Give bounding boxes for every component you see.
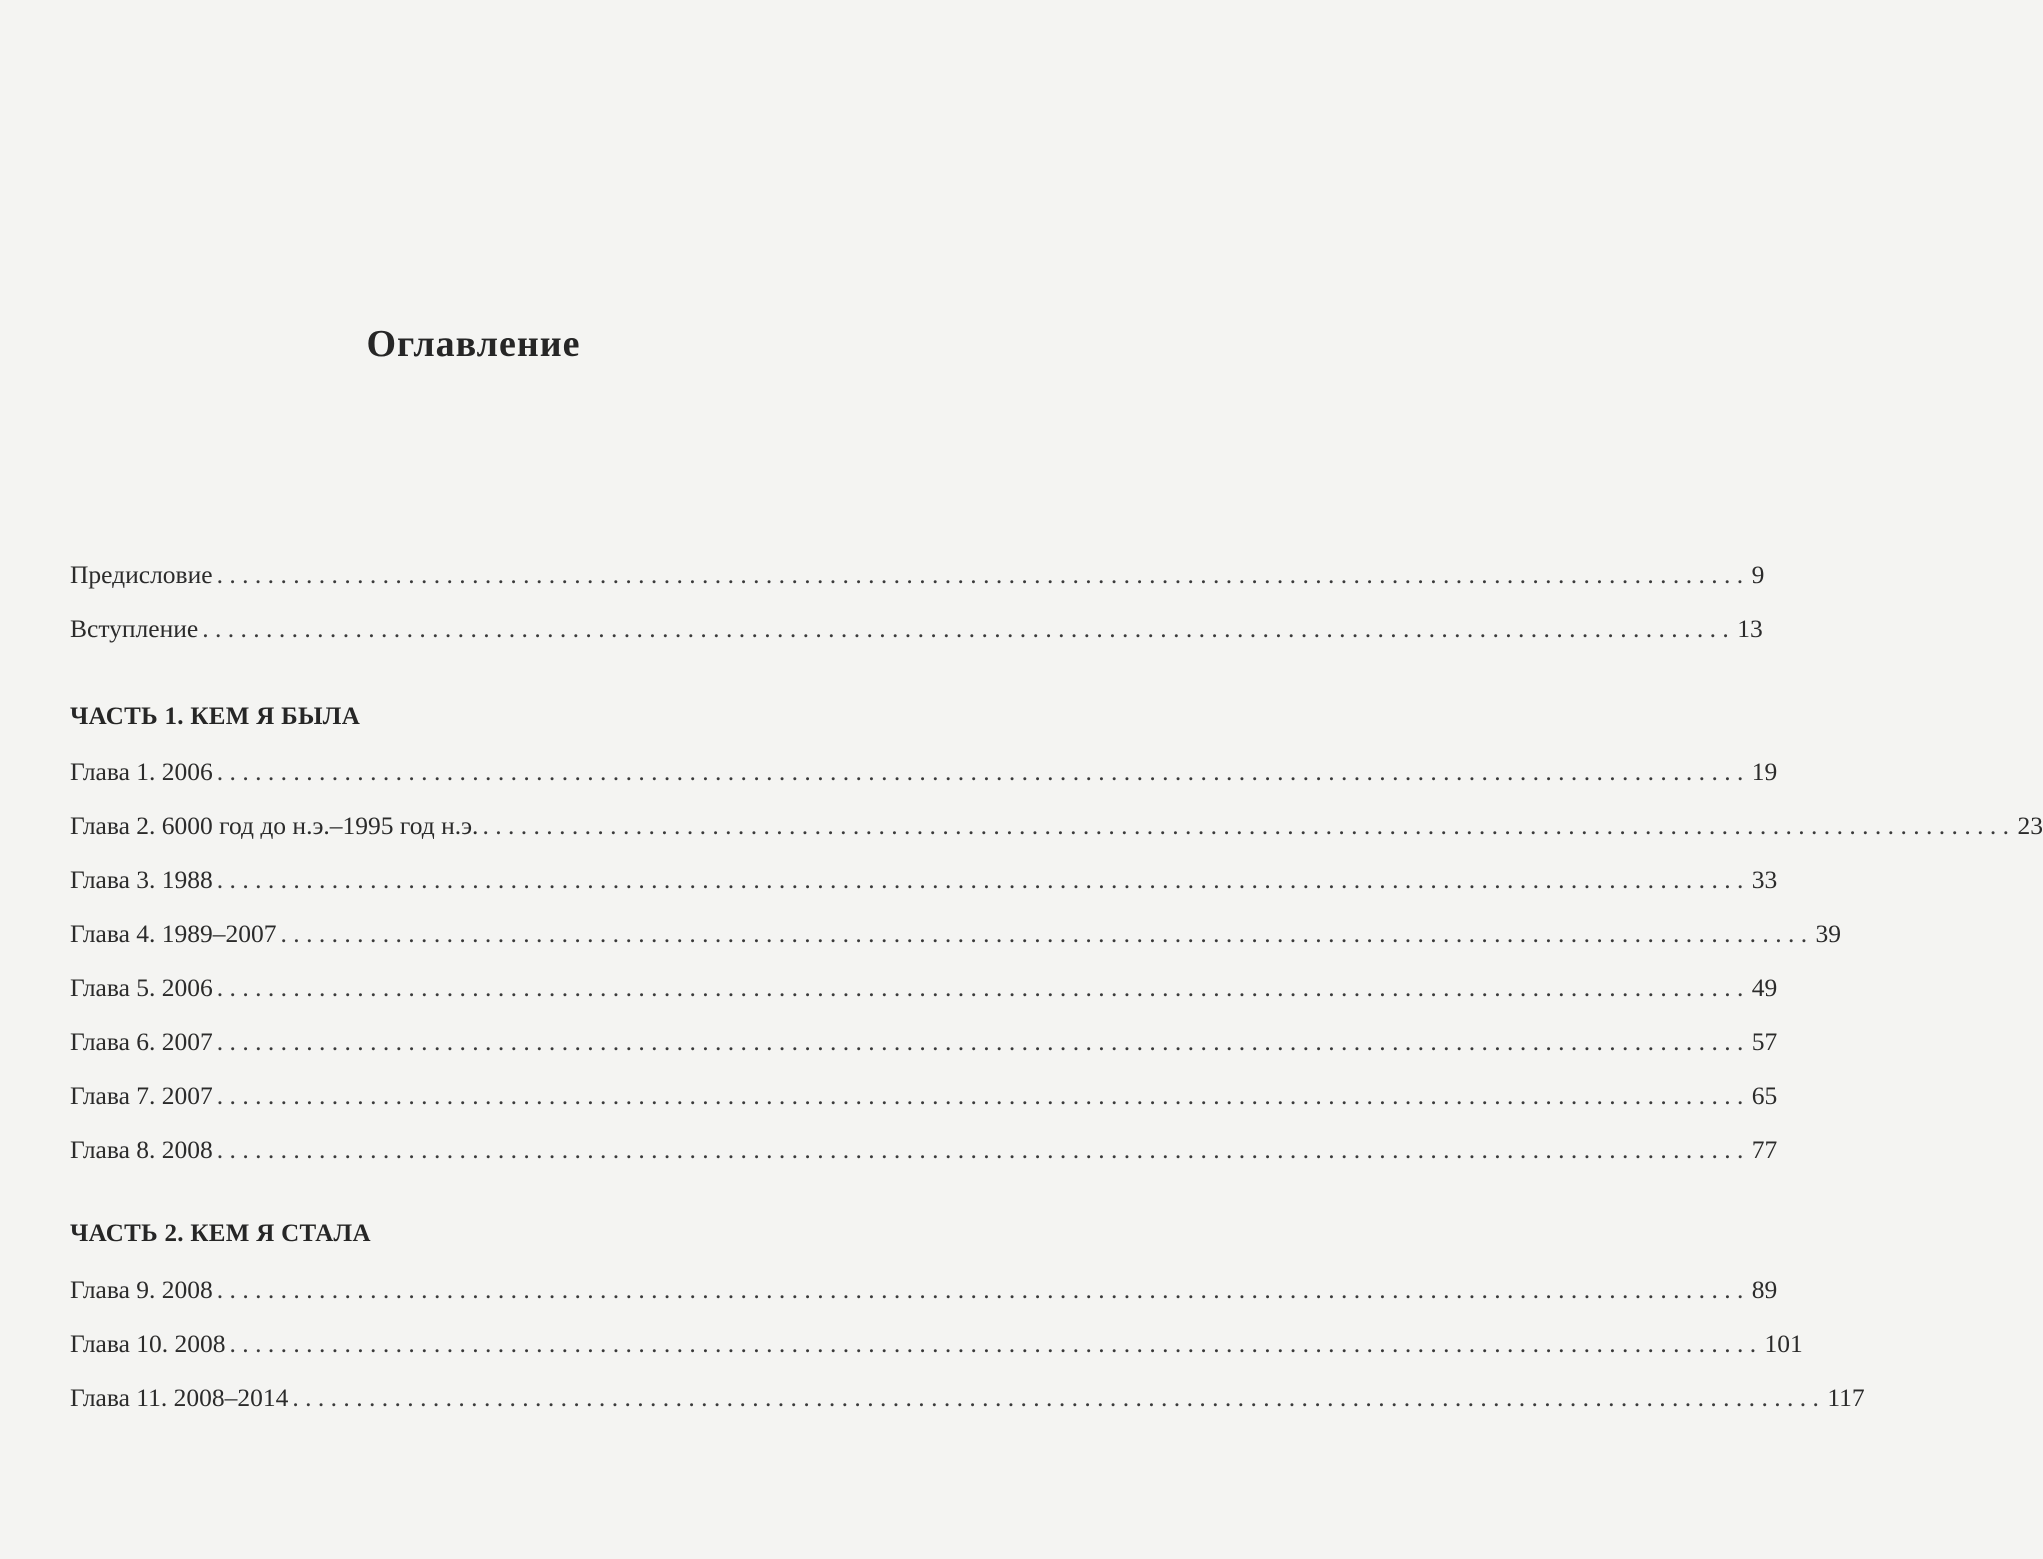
leader-dots: ........................................................................................................................ <box>216 1027 1750 1056</box>
toc-entry-label: Предисловие <box>70 560 213 589</box>
toc-entry-page: 13 <box>1737 614 1763 643</box>
toc-entry-introduction <box>70 614 1763 654</box>
leader-dots: ........................................................................................................................ <box>292 1383 1826 1412</box>
toc-entry-label: Глава 6. 2007 <box>70 1027 213 1056</box>
part-heading: ЧАСТЬ 2. КЕМ Я СТАЛА <box>70 1220 371 1247</box>
toc-entry-page: 39 <box>1815 919 1842 948</box>
leader-dots: ........................................................................................................................ <box>216 1275 1750 1304</box>
toc-entry-label: Глава 2. 6000 год до н.э.–1995 год н.э. <box>70 811 479 840</box>
toc-entry-label: Глава 9. 2008 <box>70 1275 213 1304</box>
leader-dots: ........................................................................................................................ <box>216 757 1750 786</box>
toc-entry-page: 33 <box>1751 865 1778 894</box>
leader-dots: ........................................................................................................................ <box>280 919 1814 948</box>
toc-entry-preface <box>70 560 1765 600</box>
toc-entry-chapter <box>70 811 2043 851</box>
toc-entry-chapter <box>70 1081 1778 1121</box>
toc-entry-chapter <box>70 1383 1865 1423</box>
leader-dots: ........................................................................................................................ <box>216 1135 1750 1164</box>
toc-entry-chapter <box>70 973 1778 1013</box>
toc-entry-label: Глава 7. 2007 <box>70 1081 213 1110</box>
toc-entry-page: 23 <box>2017 811 2043 840</box>
toc-entry-page: 57 <box>1751 1027 1778 1056</box>
page-title: Оглавление <box>366 323 581 365</box>
toc-entry-label: Глава 5. 2006 <box>70 973 213 1002</box>
leader-dots: ........................................................................................................................ <box>216 973 1750 1002</box>
toc-entry-page: 101 <box>1764 1329 1803 1358</box>
toc-entry-label: Глава 11. 2008–2014 <box>70 1383 289 1412</box>
toc-entry-page: 19 <box>1751 757 1778 786</box>
toc-entry-label: Глава 3. 1988 <box>70 865 213 894</box>
toc-entry-label: Вступление <box>70 614 199 643</box>
toc-entry-chapter <box>70 1027 1778 1067</box>
part-heading: ЧАСТЬ 1. КЕМ Я БЫЛА <box>70 703 361 730</box>
leader-dots: ........................................................................................................................ <box>216 560 1750 589</box>
toc-entry-page: 49 <box>1751 973 1778 1002</box>
toc-entry-chapter <box>70 1329 1803 1369</box>
toc-entry-page: 117 <box>1827 1383 1865 1412</box>
leader-dots: ........................................................................................................................ <box>229 1329 1763 1358</box>
toc-entry-page: 77 <box>1751 1135 1778 1164</box>
leader-dots: ........................................................................................................................ <box>216 865 1750 894</box>
toc-entry-page: 9 <box>1751 560 1765 589</box>
toc-entry-label: Глава 10. 2008 <box>70 1329 226 1358</box>
toc-entry-chapter <box>70 1275 1778 1315</box>
toc-entry-page: 65 <box>1751 1081 1778 1110</box>
toc-entry-label: Глава 4. 1989–2007 <box>70 919 277 948</box>
leader-dots: ........................................................................................................................ <box>202 614 1736 643</box>
toc-entry-label: Глава 1. 2006 <box>70 757 213 786</box>
toc-entry-chapter <box>70 757 1778 797</box>
toc-entry-chapter <box>70 919 1842 959</box>
toc-entry-chapter <box>70 865 1778 905</box>
toc-entry-label: Глава 8. 2008 <box>70 1135 213 1164</box>
toc-entry-chapter <box>70 1135 1778 1175</box>
leader-dots: ........................................................................................................................ <box>482 811 2016 840</box>
leader-dots: ........................................................................................................................ <box>216 1081 1750 1110</box>
toc-entry-page: 89 <box>1751 1275 1778 1304</box>
